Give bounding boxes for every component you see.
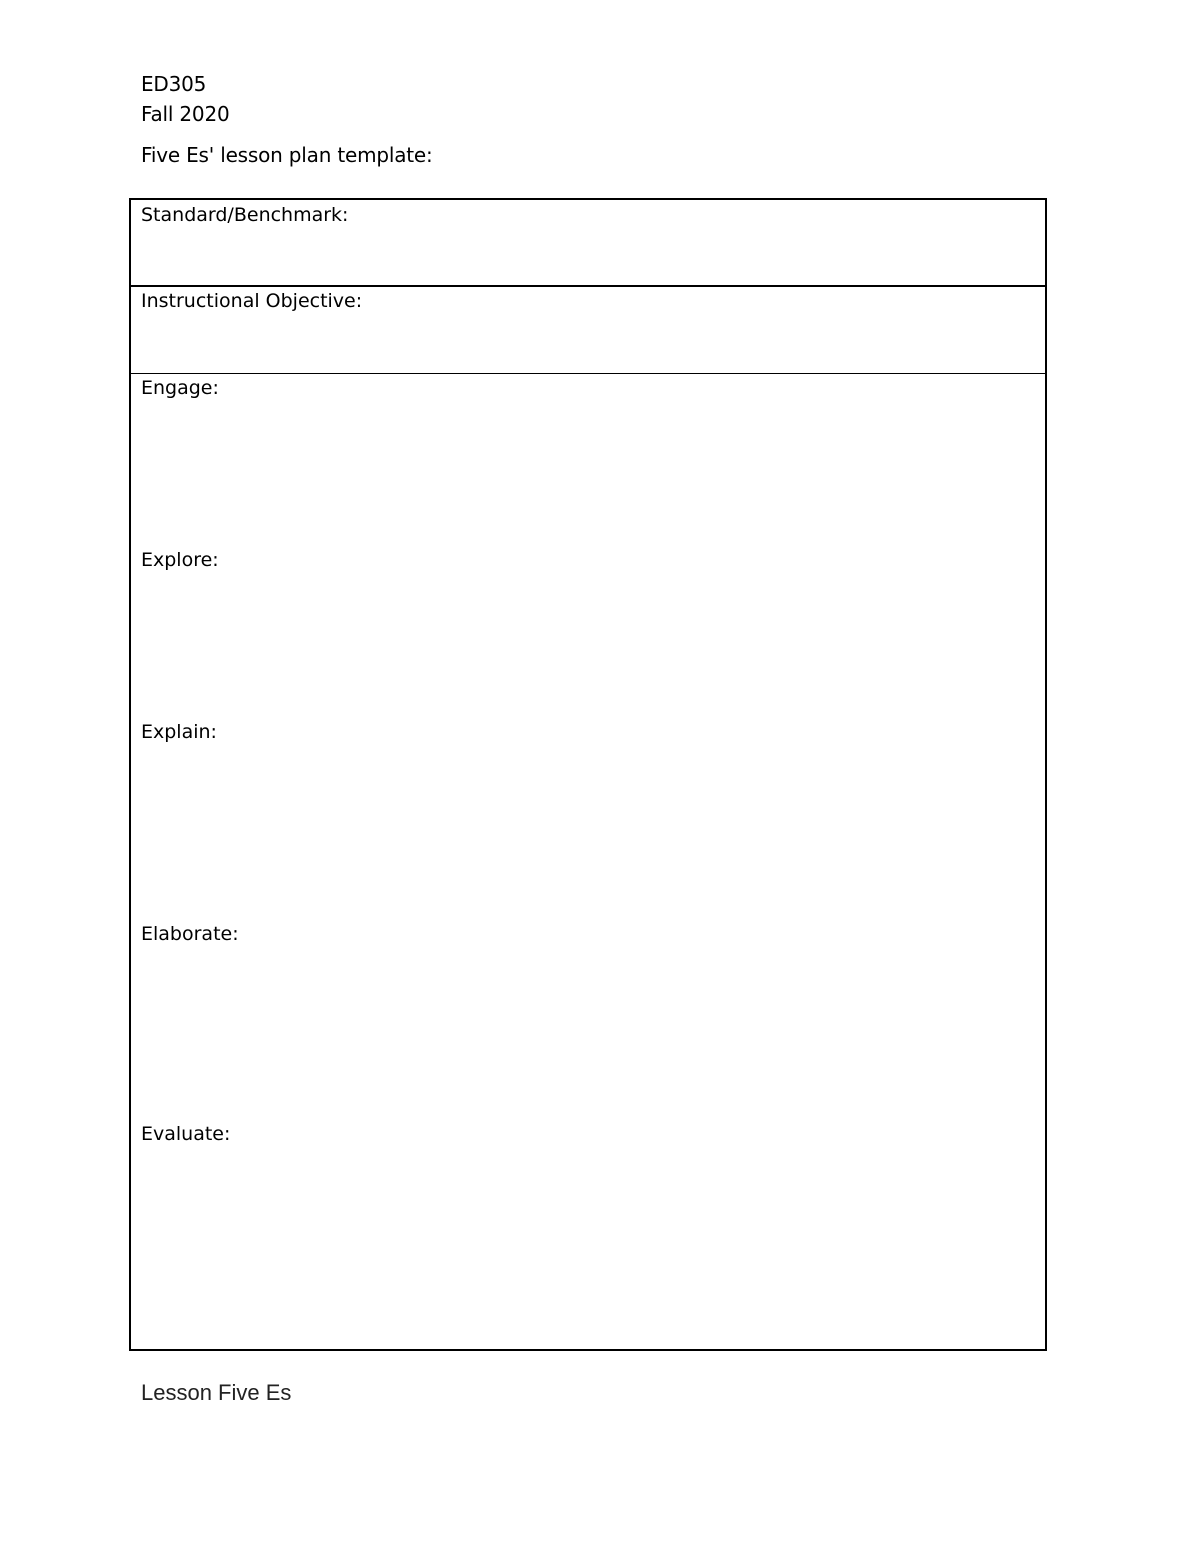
objective-row	[131, 287, 1045, 374]
standard-row	[131, 200, 1045, 287]
document-title: Five Es' lesson plan template:	[141, 143, 433, 167]
objective-label: Instructional Objective:	[141, 290, 363, 312]
engage-label: Engage:	[141, 377, 219, 399]
elaborate-label: Elaborate:	[141, 923, 239, 945]
explore-label: Explore:	[141, 549, 219, 571]
lesson-plan-table	[129, 198, 1047, 1351]
standard-label: Standard/Benchmark:	[141, 204, 349, 226]
course-code: ED305	[141, 72, 207, 96]
five-es-row	[131, 374, 1045, 1349]
explain-label: Explain:	[141, 721, 217, 743]
footer-text: Lesson Five Es	[141, 1380, 292, 1405]
term: Fall 2020	[141, 102, 230, 126]
evaluate-label: Evaluate:	[141, 1123, 231, 1145]
